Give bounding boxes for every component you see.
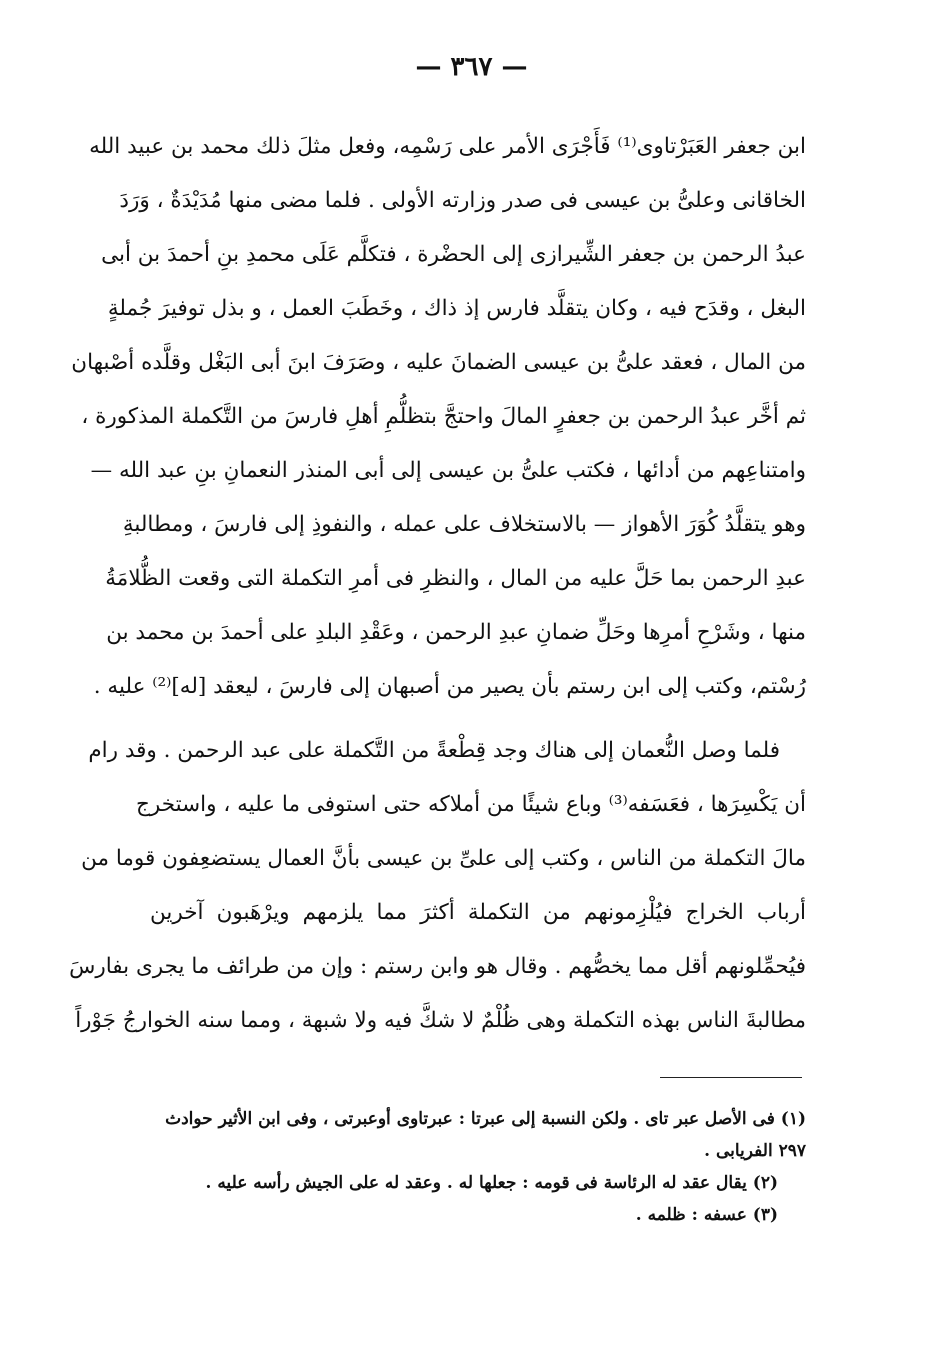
footnote-1-continued: ٢٩٧ الفريابى . (704, 1141, 806, 1161)
text-line: رُسْتم، وكتب إلى ابن رستم بأن يصير من أصبهان إلى فارسَ ، ليعقد [له]⁽²⁾ عليه . (93, 674, 806, 699)
footnote-1: (١) فى الأصل عبر تاى . ولكن النسبة إلى عبرتا : عبرتاوى أوعبرتى ، وفى ابن الأثير حوادث (165, 1109, 806, 1129)
text-line: مالَ التكملة من الناس ، وكتب إلى علىِّ بن عيسى بأنَّ العمال يستضعِفون قوما من (81, 846, 806, 871)
footnote-2: (٢) يقال عقد له الرئاسة فى قومه : جعلها له . وعقد له على الجيش رأسه عليه . (205, 1173, 778, 1193)
footnotes (150, 1103, 806, 1231)
text-line: وهو يتقلَّدُ كُوَرَ الأهواز — بالاستخلاف على عمله ، والنفوذِ إلى فارسَ ، ومطالبةِ (122, 512, 806, 537)
text-line: البغل ، وقدَح فيه ، وكان يتقلَّد فارس إذ ذاك ، وخَطَبَ العمل ، و بذل توفيرَ جُملةٍ (107, 296, 806, 321)
paragraph-1 (71, 120, 806, 714)
footnote-divider (660, 1077, 802, 1078)
text-line: فيُحمِّلونهم أقل مما يخصُّهم . وقال هو وابن رستم : وإن من طرائف ما يجرى بفارسَ (69, 954, 806, 979)
paragraph-2 (69, 724, 806, 1048)
page-number: — ٣٦٧ — (415, 52, 528, 82)
text-line: وامتناعِهم من أدائها ، فكتب علىُّ بن عيسى إلى أبى المنذر النعمانِ بنِ عبد الله — (90, 458, 806, 483)
text-line: عبدُ الرحمن بن جعفر الشِّيرازى إلى الحضْرة ، فتكلَّم عَلَى محمدِ بنِ أحمدَ بن أبى (101, 242, 806, 267)
text-line: ابن جعفر العَبَرْتاوى⁽¹⁾ فَأَجْرَى الأمر على رَسْمِه، وفعل مثلَ ذلك محمد بن عبيد الله (89, 134, 806, 159)
text-line: من المال ، فعقد علىُّ بن عيسى الضمانَ عليه ، وصَرَفَ ابنَ أبى البَغْل وقلَّده أصْبهان (71, 350, 806, 375)
text-line: منها ، وشَرْحِ أمرِها وحَلِّ ضمانِ عبدِ الرحمن ، وعَقْدِ البلدِ على أحمدَ بن محمد بن (106, 620, 806, 645)
text-line: عبدِ الرحمن بما حَلَّ عليه من المال ، والنظرِ فى أمرِ التكملة التى وقعت الظُّلامَةُ (105, 566, 806, 591)
footnote-3: (٣) عسفه : ظلمه . (635, 1205, 778, 1225)
text-line: أن يَكْسِرَها ، فعَسَفه⁽³⁾ وباع شيئًا من أملاكه حتى استوفى ما عليه ، واستخرج (136, 792, 806, 817)
text-line: الخاقانى وعلىُّ بن عيسى فى صدر وزارته الأولى . فلما مضى منها مُدَيْدَةٌ ، وَرَدَ (119, 188, 806, 213)
text-line: ثم أخَّر عبدُ الرحمن بن جعفرٍ المالَ واحتجَّ بتظلُّمِ أهلِ فارسَ من التَّكملة المذكورة ، (81, 404, 806, 429)
text-line: أرباب الخراج فيُلْزِمونهم من التكملة أكثرَ مما يلزمهم ويرْهَبون آخرين (150, 900, 806, 925)
main-text (69, 120, 806, 1048)
text-line: فلما وصل النُّعمان إلى هناك وجد قِطْعةً من التَّكملة على عبد الرحمن . وقد رام (88, 738, 780, 763)
text-line: مطالبةَ الناس بهذه التكملة وهى ظُلْمٌ لا شكَّ فيه ولا شبهة ، ومما سنه الخوارجُ جَوْراً (75, 1008, 806, 1033)
